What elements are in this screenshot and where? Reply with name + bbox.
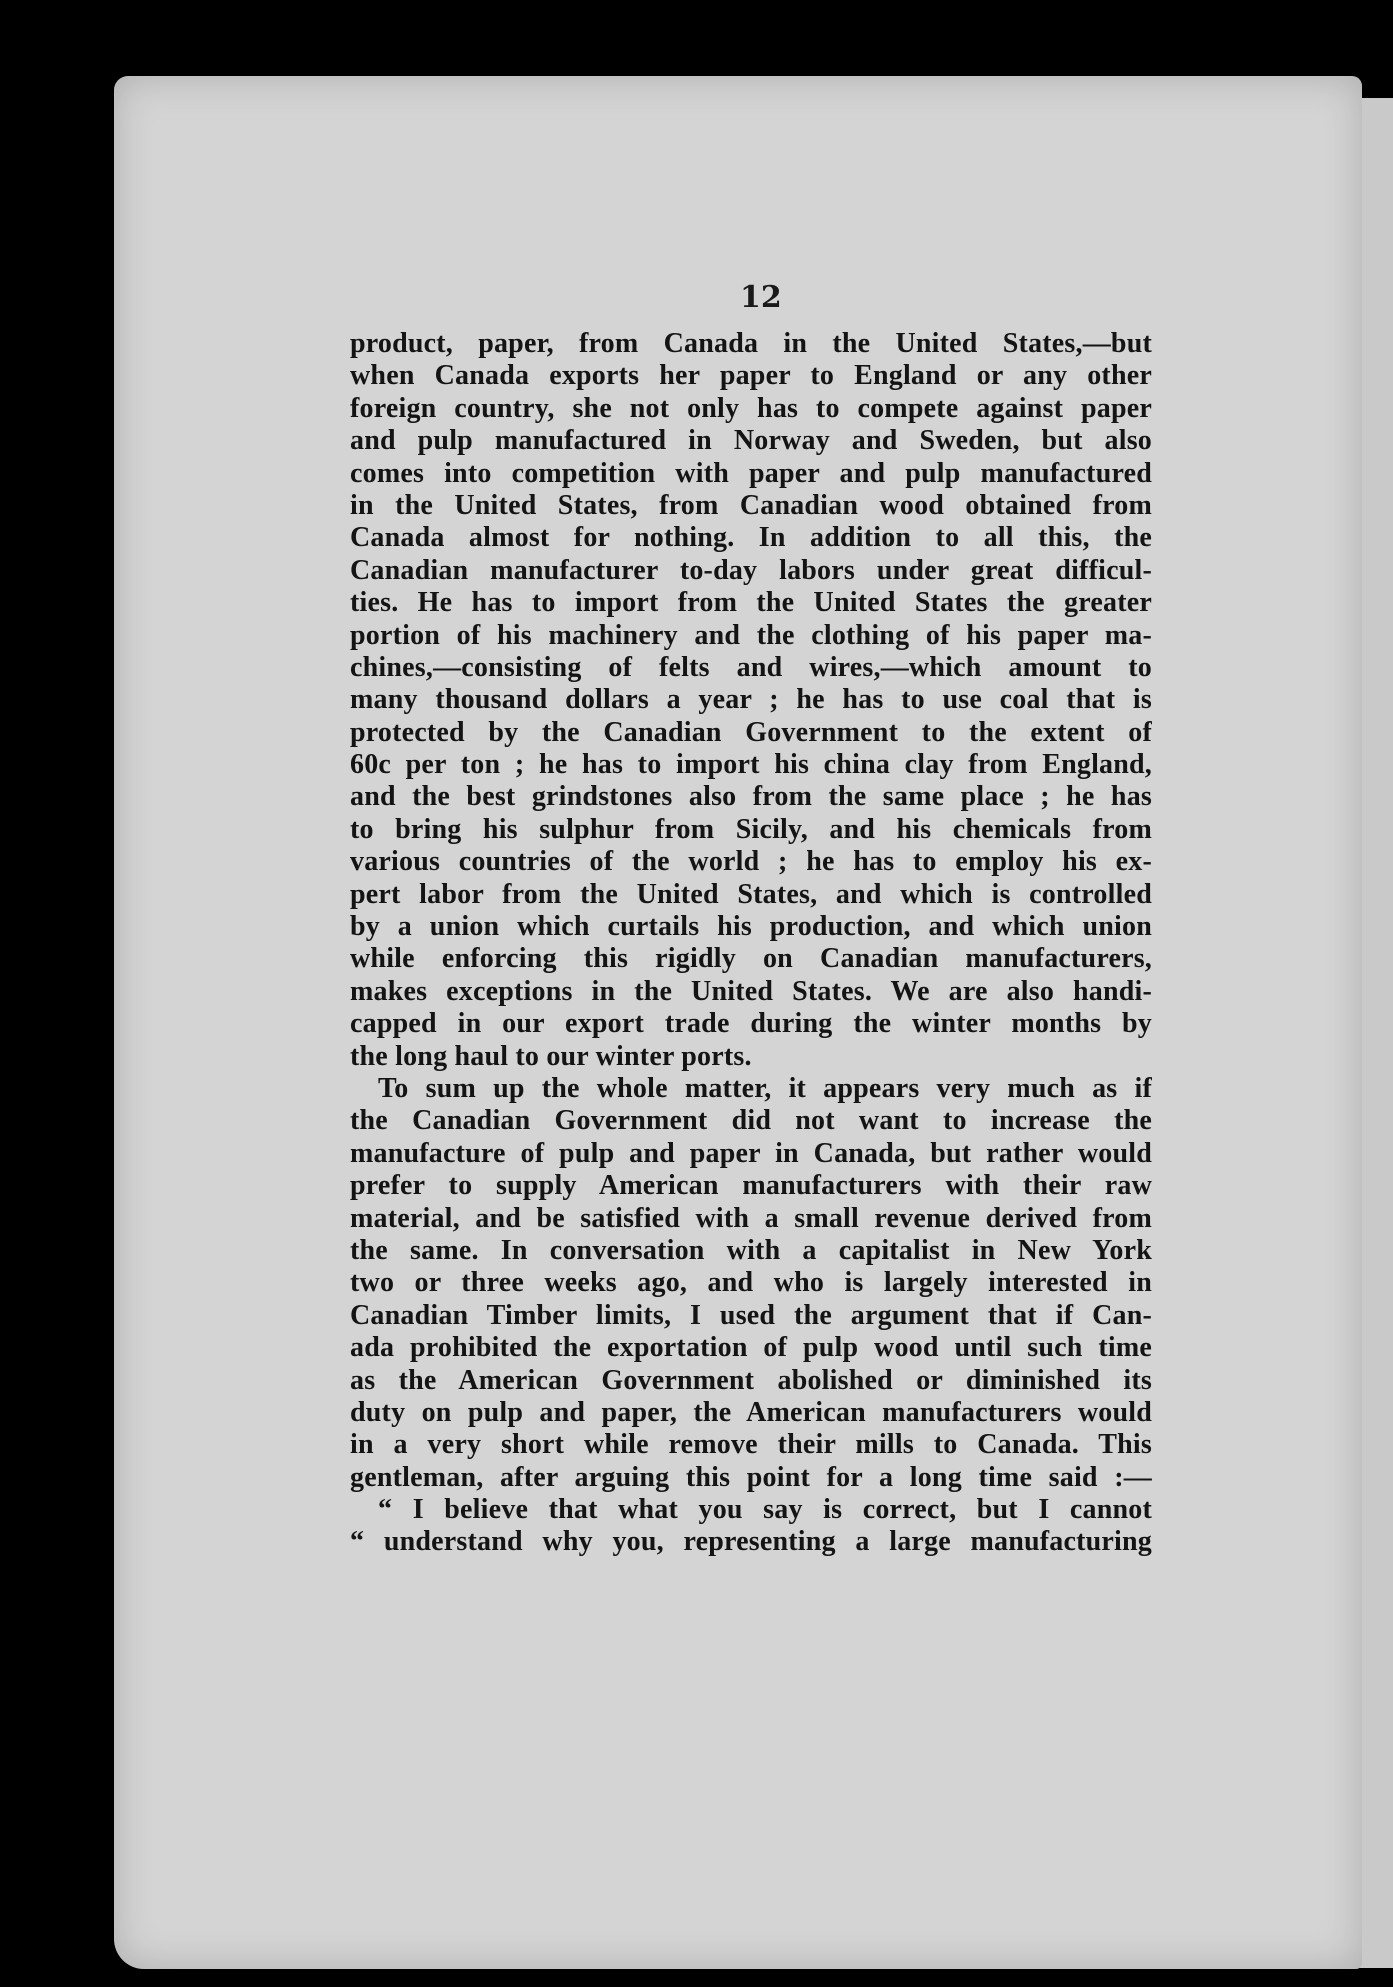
text-line: the same. In conversation with a capitalist in New York xyxy=(350,1234,1152,1266)
text-line: by a union which curtails his production, and which union xyxy=(350,911,1152,943)
text-line: while enforcing this rigidly on Canadian manufacturers, xyxy=(350,943,1152,975)
body-text xyxy=(350,328,1152,1559)
text-line: and pulp manufactured in Norway and Sweden, but also xyxy=(350,425,1152,457)
text-line: in a very short while remove their mills to Canada. This xyxy=(350,1429,1152,1461)
text-line: comes into competition with paper and pulp manufactured xyxy=(350,457,1152,489)
text-line: in the United States, from Canadian wood obtained from xyxy=(350,489,1152,521)
text-line: chines,—consisting of felts and wires,—which amount to xyxy=(350,651,1152,683)
scan-speck xyxy=(38,612,42,624)
text-line: various countries of the world ; he has to employ his ex- xyxy=(350,846,1152,878)
text-line: pert labor from the United States, and which is controlled xyxy=(350,878,1152,910)
scan-speck xyxy=(29,1513,41,1523)
text-line: Canadian manufacturer to-day labors under great difficul- xyxy=(350,554,1152,586)
text-line: “ I believe that what you say is correct, but I cannot xyxy=(378,1494,1152,1526)
text-line: to bring his sulphur from Sicily, and his chemicals from xyxy=(350,813,1152,845)
text-line: when Canada exports her paper to England or any other xyxy=(350,360,1152,392)
scan-speck xyxy=(82,162,88,168)
text-line: “ understand why you, representing a large manufacturing xyxy=(350,1526,1152,1558)
text-line: gentleman, after arguing this point for a long time said :— xyxy=(350,1461,1152,1493)
text-line: prefer to supply American manufacturers with their raw xyxy=(350,1170,1152,1202)
text-line: ada prohibited the exportation of pulp wood until such time xyxy=(350,1332,1152,1364)
text-line: portion of his machinery and the clothing of his paper ma- xyxy=(350,619,1152,651)
text-line: manufacture of pulp and paper in Canada, but rather would xyxy=(350,1137,1152,1169)
text-line: foreign country, she not only has to compete against paper xyxy=(350,392,1152,424)
text-line: protected by the Canadian Government to the extent of xyxy=(350,716,1152,748)
text-line: Canada almost for nothing. In addition to all this, the xyxy=(350,522,1152,554)
text-line: the long haul to our winter ports. xyxy=(350,1040,752,1072)
text-line: as the American Government abolished or diminished its xyxy=(350,1364,1152,1396)
text-line: capped in our export trade during the winter months by xyxy=(350,1008,1152,1040)
text-line: To sum up the whole matter, it appears very much as if xyxy=(378,1072,1152,1104)
text-line: Canadian Timber limits, I used the argument that if Can- xyxy=(350,1299,1152,1331)
page-number: 12 xyxy=(740,280,782,315)
text-line: duty on pulp and paper, the American manufacturers would xyxy=(350,1396,1152,1428)
text-line: makes exceptions in the United States. We are also handi- xyxy=(350,975,1152,1007)
text-line: 60c per ton ; he has to import his china clay from England, xyxy=(350,749,1152,781)
text-line: two or three weeks ago, and who is largely interested in xyxy=(350,1267,1152,1299)
text-line: the Canadian Government did not want to increase the xyxy=(350,1105,1152,1137)
text-line: material, and be satisfied with a small revenue derived from xyxy=(350,1202,1152,1234)
text-line: product, paper, from Canada in the United States,—but xyxy=(350,328,1152,359)
text-line: ties. He has to import from the United States the greater xyxy=(350,587,1152,619)
text-line: and the best grindstones also from the same place ; he has xyxy=(350,781,1152,813)
text-line: many thousand dollars a year ; he has to use coal that is xyxy=(350,684,1152,716)
